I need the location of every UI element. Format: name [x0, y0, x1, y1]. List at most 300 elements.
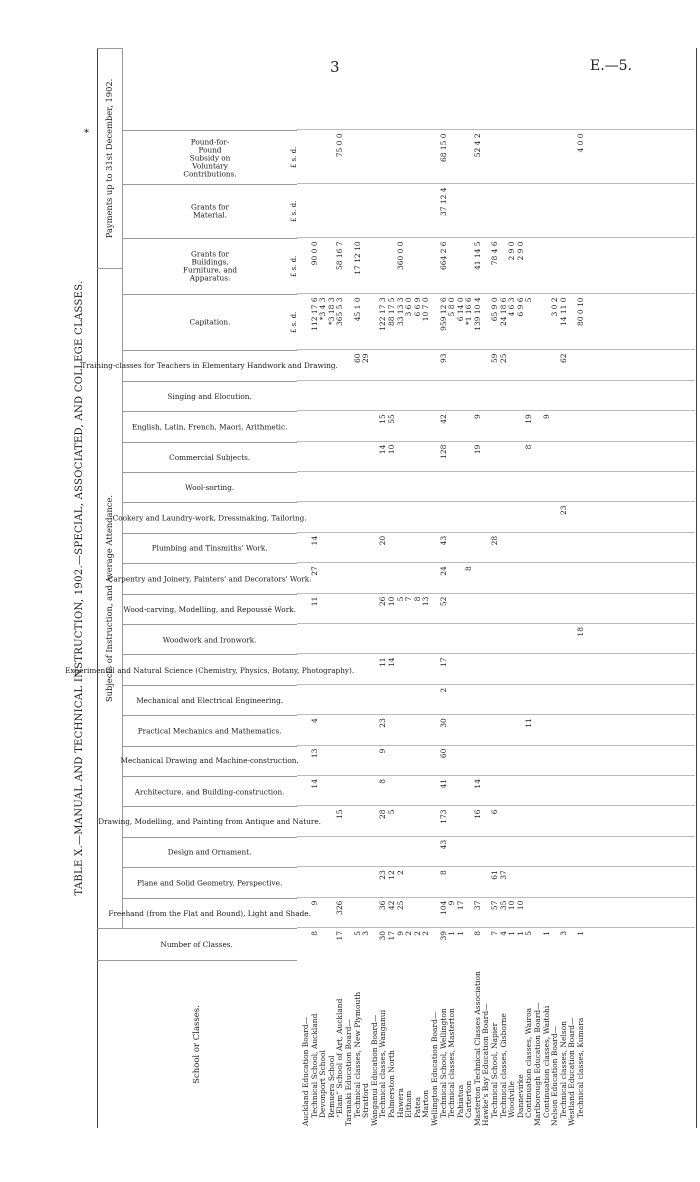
table-cell: 80 0 10: [576, 297, 585, 327]
table-cell: [577, 597, 586, 624]
school-name: Patea: [412, 1096, 422, 1118]
column-header-label: Freehand (from the Flat and Round), Light and Shade.: [108, 908, 312, 918]
table-cell: [457, 718, 466, 745]
table-cell: [345, 718, 354, 745]
table-cell: [517, 840, 526, 867]
table-cell: [311, 187, 320, 238]
table-cell: 60: [438, 748, 448, 759]
table-cell: [534, 657, 543, 684]
table-cell: [354, 133, 363, 184]
column-header-label: Commercial Subjects.: [169, 452, 251, 462]
table-cell: [448, 840, 457, 867]
table-cell: [560, 445, 569, 472]
table-cell: [508, 133, 517, 184]
table-cell: 24 18 6: [498, 297, 508, 327]
table-cell: [482, 779, 491, 806]
table-cell: [302, 627, 311, 654]
table-cell: [568, 779, 577, 806]
table-cell: [551, 384, 560, 411]
table-row: [311, 48, 320, 1128]
table-cell: [448, 749, 457, 776]
table-cell: [577, 718, 586, 745]
table-row: [543, 48, 552, 1128]
table-cell: [560, 414, 569, 441]
table-cell: [345, 901, 354, 928]
table-cell: [354, 566, 363, 593]
asterisk-mark: *: [84, 128, 89, 139]
table-cell: [551, 718, 560, 745]
table-cell: [525, 870, 534, 897]
table-cell: [482, 414, 491, 441]
subjects-group-header: Subjects of Instruction, and Average Attendance.: [97, 268, 123, 928]
table-cell: 25: [498, 353, 508, 363]
table-cell: [457, 840, 466, 867]
table-cell: [508, 749, 517, 776]
money-units-label: £ s. d.: [290, 311, 298, 334]
column-header-label: Plane and Solid Geometry, Perspective.: [137, 878, 283, 888]
table-cell: [482, 566, 491, 593]
table-cell: [517, 536, 526, 563]
table-cell: [362, 241, 371, 294]
table-cell: [354, 779, 363, 806]
table-cell: [534, 627, 543, 654]
table-cell: 2: [404, 931, 414, 936]
table-row: [508, 48, 517, 1128]
table-cell: [302, 445, 311, 472]
table-cell: [543, 688, 552, 715]
table-cell: [543, 475, 552, 502]
table-cell: 360 0 0: [395, 241, 405, 271]
table-cell: [397, 353, 406, 380]
table-cell: [431, 384, 440, 411]
table-cell: [534, 597, 543, 624]
table-cell: [534, 241, 543, 294]
table-cell: [568, 353, 577, 380]
table-cell: 27: [309, 566, 319, 576]
table-cell: [405, 749, 414, 776]
table-cell: 9: [472, 414, 482, 419]
table-cell: [354, 901, 363, 928]
table-cell: [551, 536, 560, 563]
table-cell: [474, 384, 483, 411]
table-cell: [362, 566, 371, 593]
column-header-label: Carpentry and Joinery, Painters' and Decorators' Work.: [108, 574, 312, 584]
table-cell: [362, 133, 371, 184]
column-header-label: Mechanical and Electrical Engineering.: [136, 695, 284, 705]
table-cell: [371, 688, 380, 715]
table-cell: [500, 779, 509, 806]
table-cell: [448, 688, 457, 715]
school-name: Continuation classes, Wairoa: [524, 1007, 534, 1118]
table-cell: [560, 241, 569, 294]
table-cell: [560, 901, 569, 928]
table-cell: 57: [490, 900, 500, 911]
table-cell: [345, 384, 354, 411]
column-divider: [297, 129, 695, 130]
table-cell: [517, 353, 526, 380]
table-cell: 13: [309, 748, 319, 759]
table-cell: [517, 505, 526, 532]
column-divider: [297, 562, 695, 563]
table-cell: [491, 749, 500, 776]
table-cell: 5: [386, 809, 396, 815]
table-cell: [397, 133, 406, 184]
table-cell: 664 2 6: [438, 241, 448, 271]
table-cell: [345, 627, 354, 654]
table-cell: [474, 505, 483, 532]
table-cell: [311, 657, 320, 684]
table-cell: [448, 241, 457, 294]
table-cell: [397, 718, 406, 745]
table-cell: [336, 566, 345, 593]
table-cell: [465, 187, 474, 238]
column-divider: [297, 441, 695, 442]
table-cell: [500, 809, 509, 836]
table-cell: [568, 566, 577, 593]
table-row: [302, 48, 311, 1128]
table-cell: [354, 657, 363, 684]
table-cell: [500, 536, 509, 563]
table-cell: 1: [455, 931, 465, 936]
table-cell: [336, 870, 345, 897]
page-number: 3: [330, 58, 340, 76]
table-cell: 16: [472, 809, 482, 819]
table-cell: [354, 536, 363, 563]
table-cell: [577, 536, 586, 563]
table-cell: 35: [498, 900, 508, 911]
table-cell: *3 4 3: [318, 297, 328, 321]
table-cell: 42: [386, 900, 396, 911]
table-cell: [482, 505, 491, 532]
table-cell: [336, 840, 345, 867]
table-cell: [543, 384, 552, 411]
table-cell: [414, 475, 423, 502]
table-cell: 5 8 0: [447, 297, 457, 317]
table-cell: [482, 475, 491, 502]
table-cell: [500, 627, 509, 654]
table-cell: [551, 657, 560, 684]
table-cell: [551, 187, 560, 238]
table-cell: [414, 133, 423, 184]
table-cell: [508, 779, 517, 806]
table-cell: [311, 384, 320, 411]
table-cell: 10: [515, 900, 525, 911]
table-cell: 173: [438, 809, 448, 824]
table-cell: [414, 187, 423, 238]
column-divider: [297, 684, 695, 685]
table-row: [422, 48, 431, 1128]
column-divider: [297, 805, 695, 806]
column-header-3: [123, 867, 297, 897]
table-cell: [500, 840, 509, 867]
table-cell: [422, 901, 431, 928]
table-cell: [336, 779, 345, 806]
table-cell: [525, 536, 534, 563]
table-cell: [448, 505, 457, 532]
table-cell: [525, 597, 534, 624]
table-cell: [371, 187, 380, 238]
table-cell: [560, 779, 569, 806]
table-cell: 3 6 0: [404, 297, 414, 317]
table-cell: [397, 749, 406, 776]
table-cell: [302, 475, 311, 502]
table-row: [336, 48, 345, 1128]
column-header-7: [120, 746, 300, 776]
table-cell: 55: [386, 414, 396, 424]
table-cell: [362, 414, 371, 441]
table-cell: [517, 627, 526, 654]
table-cell: 3: [558, 931, 568, 936]
table-cell: [414, 779, 423, 806]
table-cell: [448, 566, 457, 593]
table-cell: [474, 566, 483, 593]
table-cell: [551, 870, 560, 897]
table-cell: [319, 566, 328, 593]
table-cell: [311, 414, 320, 441]
table-cell: 28: [378, 809, 388, 819]
table-cell: [379, 688, 388, 715]
table-cell: [577, 353, 586, 380]
table-cell: [422, 809, 431, 836]
table-cell: 6 6 9: [412, 297, 422, 317]
table-cell: [397, 187, 406, 238]
table-cell: 1: [447, 931, 457, 936]
table-cell: [431, 505, 440, 532]
table-cell: [422, 657, 431, 684]
table-cell: [319, 475, 328, 502]
table-cell: [354, 870, 363, 897]
table-cell: [491, 718, 500, 745]
table-cell: [319, 627, 328, 654]
table-cell: [560, 657, 569, 684]
school-name: Technical classes, Wanganui: [378, 1009, 388, 1118]
table-cell: [474, 688, 483, 715]
table-cell: [491, 688, 500, 715]
table-cell: [311, 809, 320, 836]
table-cell: [405, 718, 414, 745]
table-cell: [422, 749, 431, 776]
table-cell: [422, 384, 431, 411]
table-cell: 37: [498, 870, 508, 880]
table-cell: [517, 133, 526, 184]
table-cell: [388, 840, 397, 867]
table-cell: [311, 133, 320, 184]
table-cell: 5: [524, 297, 534, 303]
table-cell: [577, 749, 586, 776]
table-cell: 19: [472, 444, 482, 455]
table-cell: [457, 133, 466, 184]
table-cell: [568, 901, 577, 928]
table-cell: [362, 779, 371, 806]
table-cell: [405, 627, 414, 654]
table-cell: [465, 657, 474, 684]
table-cell: [465, 870, 474, 897]
table-cell: [491, 505, 500, 532]
table-cell: [534, 566, 543, 593]
table-cell: [457, 749, 466, 776]
table-cell: [302, 187, 311, 238]
table-cell: [311, 353, 320, 380]
table-cell: 58 16 7: [335, 241, 345, 271]
table-row: [568, 48, 577, 1128]
table-cell: [345, 688, 354, 715]
table-cell: [577, 505, 586, 532]
table-cell: [440, 475, 449, 502]
table-cell: [328, 870, 337, 897]
table-cell: [465, 718, 474, 745]
table-cell: 42: [438, 414, 448, 424]
table-cell: [354, 809, 363, 836]
table-cell: [371, 353, 380, 380]
table-cell: 5: [524, 931, 534, 936]
table-cell: [328, 445, 337, 472]
table-cell: 75 0 0: [335, 133, 345, 158]
table-cell: [414, 536, 423, 563]
table-cell: [414, 627, 423, 654]
table-cell: 52: [438, 596, 448, 607]
table-cell: [440, 505, 449, 532]
table-cell: [336, 475, 345, 502]
table-cell: [543, 241, 552, 294]
table-cell: [560, 688, 569, 715]
table-cell: [319, 809, 328, 836]
table-cell: [388, 133, 397, 184]
table-cell: 14: [309, 535, 319, 546]
table-cell: [422, 133, 431, 184]
money-units-label: £ s. d.: [290, 255, 298, 278]
table-cell: [362, 536, 371, 563]
table-cell: [517, 566, 526, 593]
table-cell: [319, 779, 328, 806]
table-cell: [568, 809, 577, 836]
table-cell: [311, 627, 320, 654]
column-header-20: [81, 350, 339, 380]
table-cell: [525, 384, 534, 411]
table-cell: 78 4 6: [490, 241, 500, 266]
table-row: [354, 48, 363, 1128]
table-cell: [525, 657, 534, 684]
table-cell: [457, 627, 466, 654]
school-name: “Elam” School of Art, Auckland: [335, 998, 345, 1118]
table-cell: [414, 688, 423, 715]
table-cell: [508, 414, 517, 441]
table-cell: [525, 353, 534, 380]
table-cell: 41 14 5: [472, 241, 482, 271]
table-cell: [405, 870, 414, 897]
table-cell: [568, 870, 577, 897]
school-name: Technical School, Wellington: [438, 1008, 448, 1118]
column-header-label: Mechanical Drawing and Machine-construction.: [120, 756, 300, 766]
table-cell: [534, 688, 543, 715]
table-cell: [482, 187, 491, 238]
table-cell: [405, 688, 414, 715]
table-cell: [543, 133, 552, 184]
table-cell: 4 0 0: [576, 133, 585, 153]
table-cell: [371, 475, 380, 502]
column-header-14: [123, 533, 297, 563]
table-cell: [457, 241, 466, 294]
table-cell: [388, 718, 397, 745]
table-cell: [568, 241, 577, 294]
table-cell: [422, 779, 431, 806]
table-cell: [465, 840, 474, 867]
table-cell: [397, 779, 406, 806]
school-name: Woodville: [507, 1081, 517, 1118]
table-cell: [525, 688, 534, 715]
column-header-8: [123, 715, 297, 745]
table-cell: [397, 414, 406, 441]
table-cell: [491, 627, 500, 654]
table-cell: [568, 384, 577, 411]
table-cell: 43: [438, 839, 448, 850]
table-cell: [560, 870, 569, 897]
column-header-label: Grants for Buildings, Furniture, and Apparatus.: [182, 249, 238, 283]
table-cell: [525, 749, 534, 776]
table-cell: [560, 749, 569, 776]
table-cell: [319, 749, 328, 776]
table-cell: *1 16 6: [464, 297, 474, 326]
table-cell: [534, 809, 543, 836]
school-name: Wellington Education Board—: [429, 1011, 439, 1126]
school-name: Technical classes, Kumara: [576, 1017, 585, 1118]
table-cell: [422, 870, 431, 897]
page-reference: E.—5.: [590, 58, 633, 74]
table-cell: 28: [490, 535, 500, 546]
table-cell: [414, 384, 423, 411]
table-cell: [525, 505, 534, 532]
table-cell: 6: [490, 809, 500, 815]
table-cell: 1: [507, 931, 517, 936]
table-cell: [414, 749, 423, 776]
table-cell: [319, 133, 328, 184]
table-cell: [336, 749, 345, 776]
table-cell: [448, 414, 457, 441]
table-cell: [534, 505, 543, 532]
table-cell: 30: [438, 718, 448, 728]
table-cell: [517, 779, 526, 806]
table-row: [371, 48, 380, 1128]
table-cell: [543, 809, 552, 836]
table-row: [457, 48, 466, 1128]
table-cell: [534, 297, 543, 350]
table-cell: [568, 718, 577, 745]
table-cell: [474, 718, 483, 745]
table-cell: [328, 187, 337, 238]
table-cell: 1: [541, 931, 551, 936]
table-cell: [560, 384, 569, 411]
table-cell: [500, 597, 509, 624]
table-cell: [336, 657, 345, 684]
table-cell: [362, 657, 371, 684]
table-cell: [328, 353, 337, 380]
table-cell: [543, 840, 552, 867]
table-cell: [508, 353, 517, 380]
table-cell: [491, 657, 500, 684]
table-cell: [336, 384, 345, 411]
table-body: [302, 48, 586, 1128]
table-cell: [371, 133, 380, 184]
table-cell: [543, 901, 552, 928]
table-cell: 139 10 4: [472, 297, 482, 331]
table-cell: [508, 627, 517, 654]
table-cell: 14: [378, 444, 388, 455]
table-cell: [491, 133, 500, 184]
table-cell: [482, 718, 491, 745]
column-header-19: [123, 381, 297, 411]
table-cell: 36: [378, 900, 388, 911]
table-cell: [302, 870, 311, 897]
table-cell: 30: [378, 931, 388, 941]
